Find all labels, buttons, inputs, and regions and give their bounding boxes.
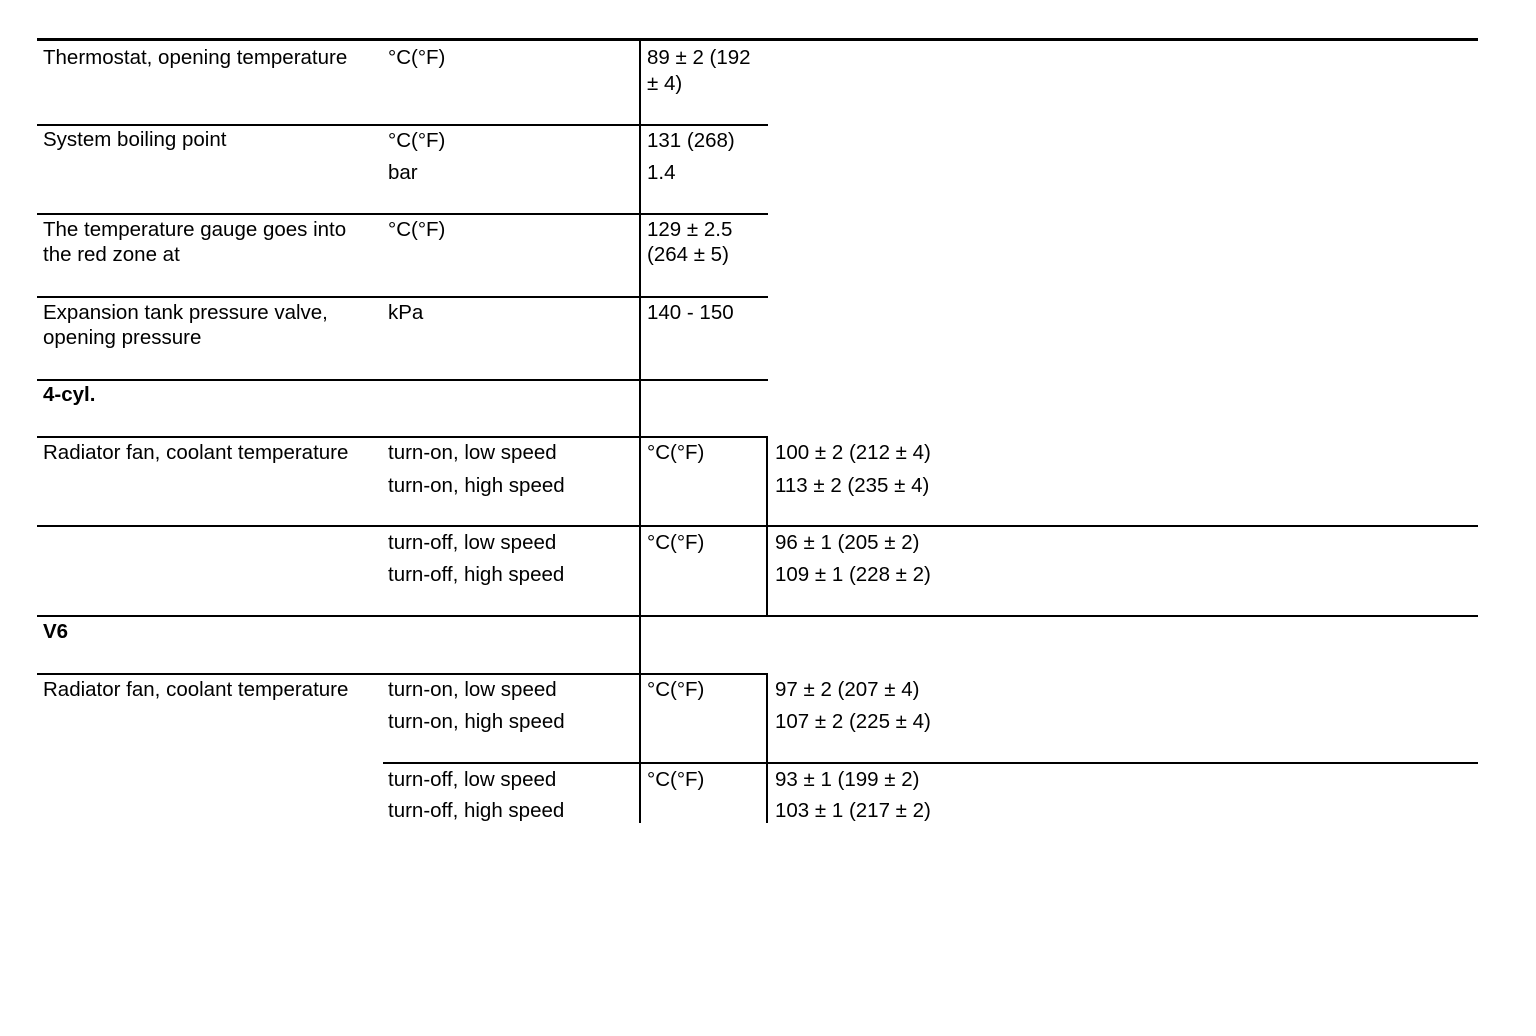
v6-heading: V6	[43, 620, 69, 643]
gauge-unit: °C(°F)	[388, 218, 446, 241]
thermostat-unit: °C(°F)	[388, 46, 446, 69]
four-cyl-off-high-value: 109 ± 1 (228 ± 2)	[775, 563, 931, 586]
gauge-label-cont: the red zone at	[43, 243, 180, 266]
thermostat-value: 89 ± 2 (192	[647, 46, 751, 69]
row-divider	[37, 296, 768, 298]
v6-off-high-value: 103 ± 1 (217 ± 2)	[775, 799, 931, 822]
v6-on-low-label: turn-on, low speed	[388, 678, 557, 701]
four-cyl-off-low-label: turn-off, low speed	[388, 531, 557, 554]
v6-off-high-label: turn-off, high speed	[388, 799, 565, 822]
four-cyl-on-low-label: turn-on, low speed	[388, 441, 557, 464]
boiling-unit-temp: °C(°F)	[388, 129, 446, 152]
row-divider	[37, 673, 768, 675]
four-cyl-off-low-value: 96 ± 1 (205 ± 2)	[775, 531, 920, 554]
four-cyl-on-low-value: 100 ± 2 (212 ± 4)	[775, 441, 931, 464]
four-cyl-off-unit: °C(°F)	[647, 531, 705, 554]
column-divider	[766, 673, 768, 823]
column-divider	[766, 436, 768, 615]
boiling-unit-pressure: bar	[388, 161, 418, 184]
row-divider	[37, 213, 768, 215]
boiling-value-pressure: 1.4	[647, 161, 676, 184]
v6-fan-label: Radiator fan, coolant temperature	[43, 678, 349, 701]
v6-on-high-label: turn-on, high speed	[388, 710, 565, 733]
row-divider	[37, 379, 768, 381]
four-cyl-off-high-label: turn-off, high speed	[388, 563, 565, 586]
row-divider	[37, 124, 768, 126]
four-cyl-on-unit: °C(°F)	[647, 441, 705, 464]
row-divider	[37, 615, 1478, 617]
expansion-value: 140 - 150	[647, 301, 734, 324]
expansion-unit: kPa	[388, 301, 424, 324]
boiling-value-temp: 131 (268)	[647, 129, 735, 152]
row-divider	[37, 436, 768, 438]
v6-off-low-value: 93 ± 1 (199 ± 2)	[775, 768, 920, 791]
row-divider	[37, 525, 1478, 527]
gauge-value: 129 ± 2.5	[647, 218, 733, 241]
thermostat-label: Thermostat, opening temperature	[43, 46, 348, 69]
v6-on-low-value: 97 ± 2 (207 ± 4)	[775, 678, 920, 701]
four-cyl-on-high-label: turn-on, high speed	[388, 474, 565, 497]
v6-off-low-label: turn-off, low speed	[388, 768, 557, 791]
v6-off-unit: °C(°F)	[647, 768, 705, 791]
v6-on-high-value: 107 ± 2 (225 ± 4)	[775, 710, 931, 733]
column-divider	[639, 38, 641, 823]
gauge-label: The temperature gauge goes into	[43, 218, 347, 241]
thermostat-value-cont: ± 4)	[647, 72, 683, 95]
v6-on-unit: °C(°F)	[647, 678, 705, 701]
expansion-label-cont: opening pressure	[43, 326, 202, 349]
four-cyl-heading: 4-cyl.	[43, 383, 96, 406]
boiling-label: System boiling point	[43, 128, 227, 151]
four-cyl-fan-label: Radiator fan, coolant temperature	[43, 441, 349, 464]
expansion-label: Expansion tank pressure valve,	[43, 301, 328, 324]
gauge-value-cont: (264 ± 5)	[647, 243, 729, 266]
row-divider	[383, 762, 1478, 764]
table-top-rule	[37, 38, 1478, 41]
four-cyl-on-high-value: 113 ± 2 (235 ± 4)	[775, 474, 930, 497]
